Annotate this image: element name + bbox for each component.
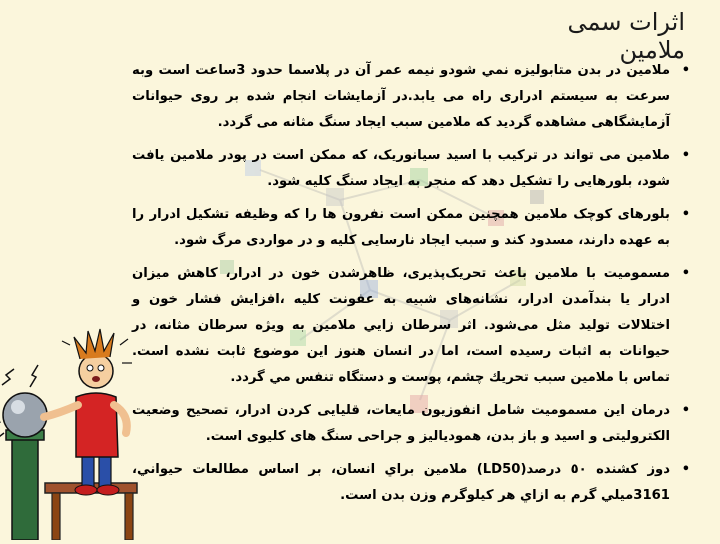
cartoon-graphic [0, 305, 150, 540]
bullet-marker: • [681, 266, 690, 281]
bullet-text: درمان این مسمومیت شامل انفوزیون مایعات، قلیایی کردن ادرار، تصحیح وضعیت الکترولیتی و اسید و باز بدن، همودیالیز و جراحی سنگ های کلیوی است. [132, 403, 670, 444]
bullet-text: مسمومیت با ملامین باعث تحریک‌پذیری، ظاهرشدن خون در ادرار، کاهش میزان ادرار یا بندآمدن ادرار، نشانه‌های شبیه به عفونت کلیه ،افزایش فشار خون و اختلالات تولید مثل می‌شود. اثر سرطان زايي ملامين به ويژه سرطان مثانه، در حيوانات به اثبات رسيده است، اما در انسان هنوز اين موضوع ثابت نشده است. تماس با ملامین سبب تحريك چشم، پوست و دستگاه تنفس مي گردد. [132, 266, 670, 385]
bullet-item [132, 58, 692, 136]
bullet-item [132, 398, 692, 450]
bullet-item [132, 143, 692, 195]
bullet-text: ملامین می تواند در ترکیب با اسید سیانوریک، که ممکن است در پودر ملامین یافت شود، بلورهایی را تشکیل دهد که منجر به ایجاد سنگ کلیه شود. [132, 148, 670, 189]
bullet-marker: • [681, 148, 690, 163]
bullet-text: دوز كشنده ٥٠ درصد(LD50) ملامين براي انسان، بر اساس مطالعات حيواني، 3161ميلي گرم به ازاي هر كيلوگرم وزن بدن است. [132, 462, 670, 503]
bullet-list [132, 58, 692, 516]
bullet-item [132, 457, 692, 509]
bullet-item [132, 261, 692, 391]
bullet-text: بلورهای کوچک ملامین همچنین ممکن است نفرون ها را که وظیفه تشکیل ادرار را به عهده دارند، مسدود کند و سبب ایجاد نارسایی کلیه و در مواردی مرگ شود. [132, 207, 670, 248]
bullet-marker: • [681, 462, 690, 477]
bullet-text: ملامین در بدن متابولیزه نمي شودو نيمه عمر آن در پلاسما حدود 3ساعت است وبه سرعت به سیستم ادراری راه می یابد.در آزمایشات انجام شده بر روی حیوانات آزمایشگاهی مشاهده گردید که ملامین سبب ایجاد سنگ مثانه می گردد. [132, 63, 670, 130]
bullet-marker: • [681, 403, 690, 418]
bullet-item [132, 202, 692, 254]
slide-title: اثرات سمی ملامین [567, 8, 685, 64]
bullet-marker: • [681, 207, 690, 222]
electrocuted-man-illustration [0, 305, 150, 540]
bullet-marker: • [681, 63, 690, 78]
